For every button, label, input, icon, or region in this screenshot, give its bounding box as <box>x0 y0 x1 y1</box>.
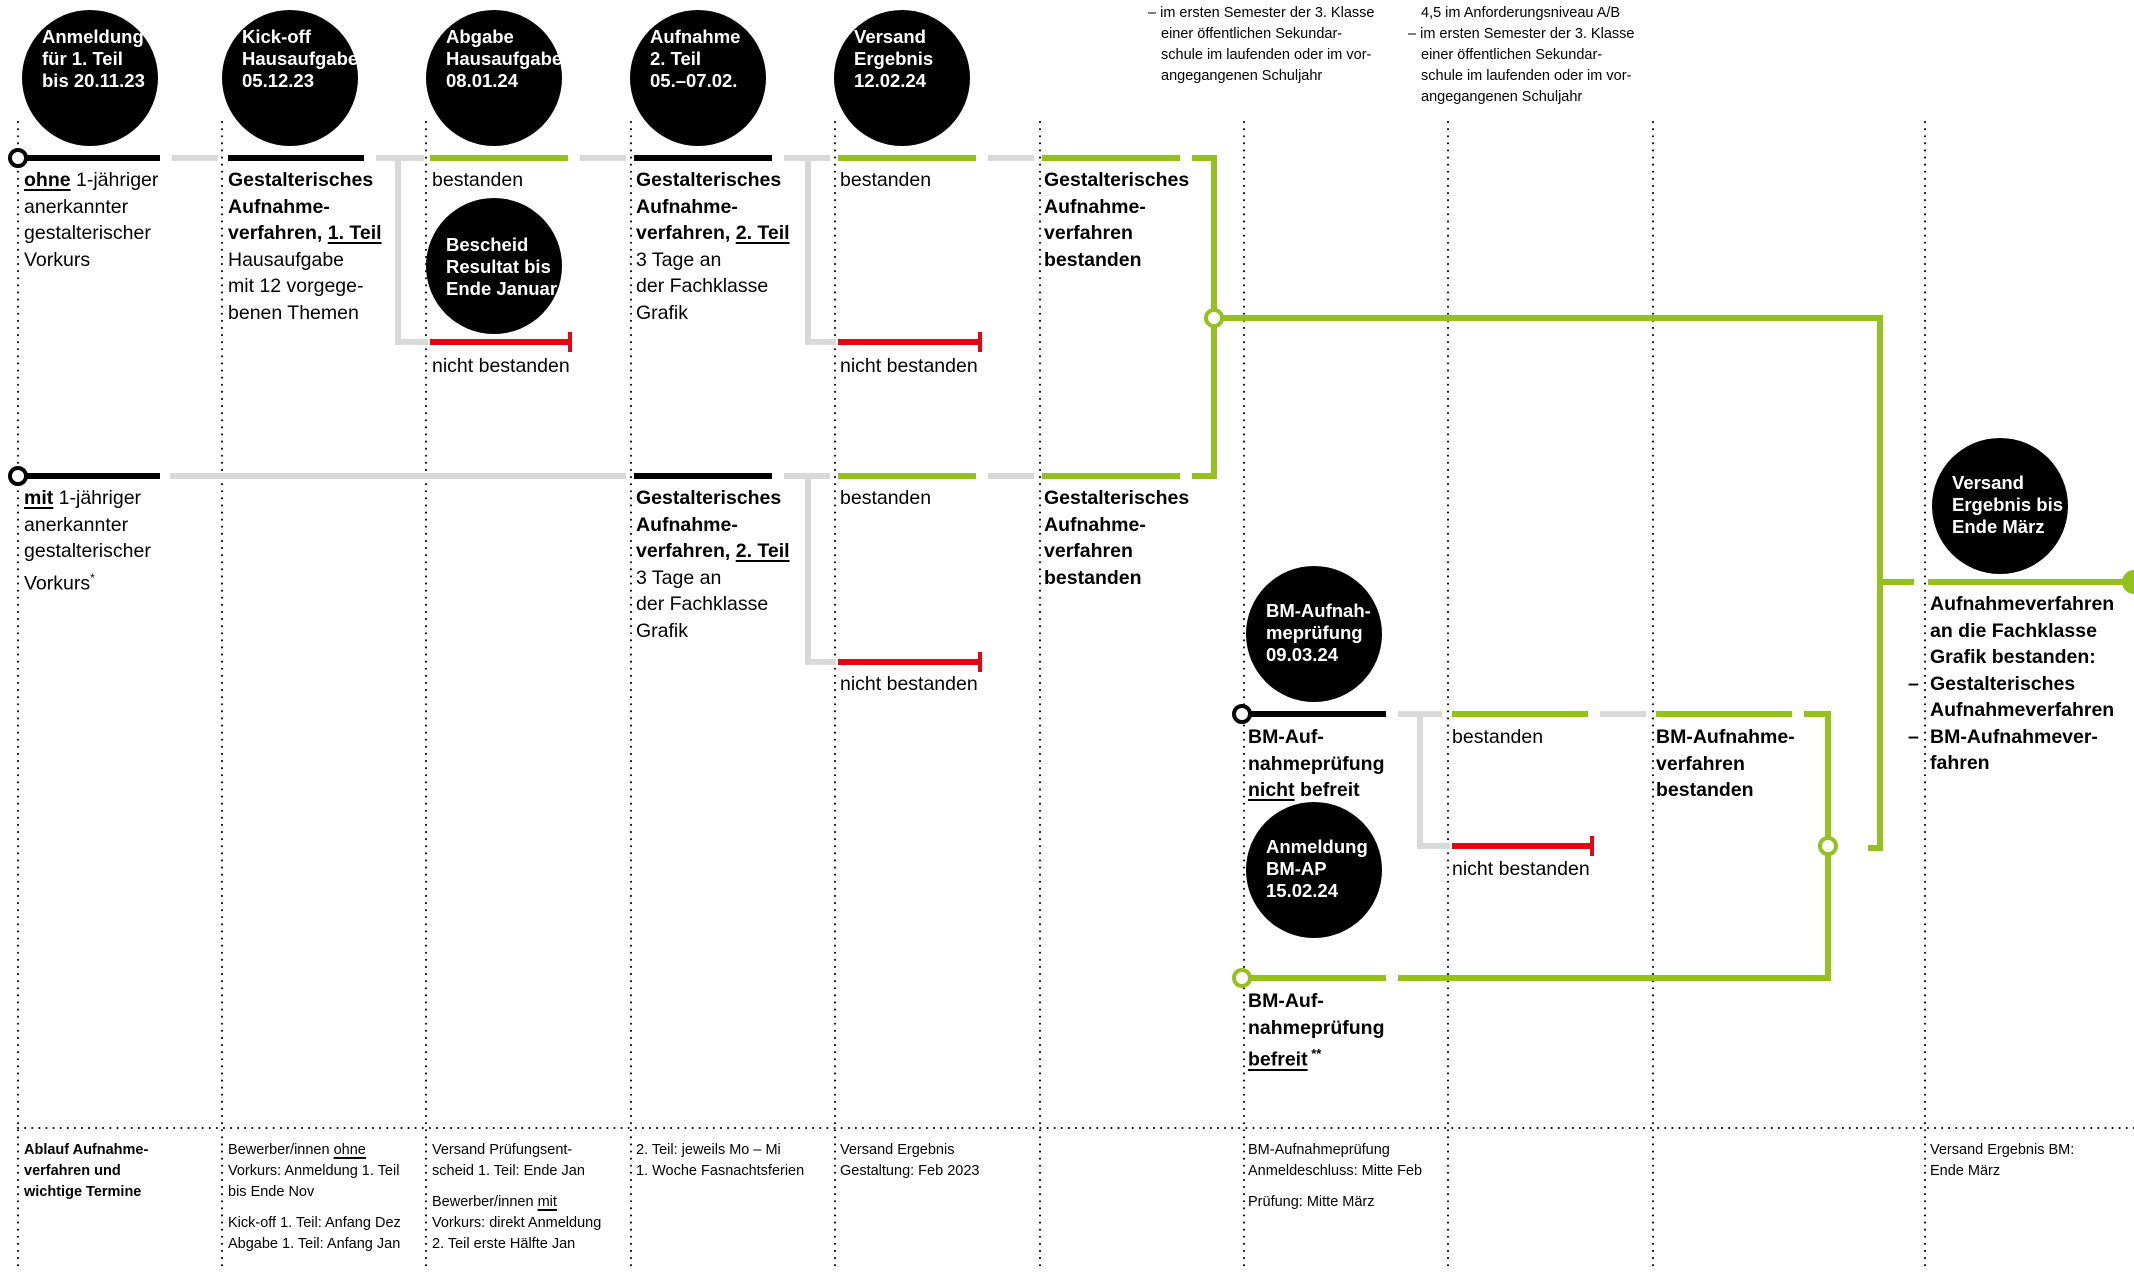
note-text: Bewerber/innen <box>228 1142 334 1158</box>
note-line: einer öffentlichen Sekundar- <box>1161 26 1343 42</box>
milestone-line: BM-Aufnah- <box>1266 600 1371 621</box>
note-line: Anmeldeschluss: Mitte Feb <box>1248 1163 1423 1179</box>
note-line: 1. Woche Fasnachtsferien <box>636 1163 805 1179</box>
milestone-result-dispatch <box>834 10 970 146</box>
row1-pass1-label: bestanden <box>432 169 524 191</box>
label-line: Gestalterisches <box>636 487 782 509</box>
milestone-line: Ergebnis bis <box>1952 494 2064 515</box>
label-line: bestanden <box>1044 248 1142 271</box>
label-line: bestanden <box>1044 566 1142 589</box>
milestone-line: meprüfung <box>1266 622 1363 643</box>
note-line: – im ersten Semester der 3. Klasse <box>1408 26 1635 42</box>
milestone-line: für 1. Teil <box>42 48 123 69</box>
milestone-homework-submission <box>426 10 562 146</box>
label-text: 1-jähriger <box>53 487 142 509</box>
bm-exempt-label <box>1248 988 1385 1073</box>
row1-pass2-label: bestanden <box>840 169 932 191</box>
label-line: BM-Aufnahme- <box>1656 726 1795 748</box>
milestone-line: Aufnahme <box>650 26 741 47</box>
row1-start-label <box>24 167 158 273</box>
label-line: Aufnahme- <box>636 513 738 536</box>
milestone-line: Kick-off <box>242 26 311 47</box>
underlined-word: 2. Teil <box>735 540 790 562</box>
note-line: Vorkurs: Anmeldung 1. Teil <box>228 1163 400 1179</box>
bm-result-label <box>1656 724 1795 804</box>
note-line: Versand Ergebnis BM: <box>1930 1142 2075 1158</box>
label-line: der Fachklasse <box>636 593 769 615</box>
milestone-line: Resultat bis <box>446 256 551 277</box>
footer-note-col1 <box>228 1140 401 1255</box>
footer-note-col3 <box>636 1140 804 1182</box>
label-line: Gestalterisches <box>1044 487 1190 509</box>
note-line: angegangenen Schuljahr <box>1161 68 1323 84</box>
milestone-line: Hausaufgabe <box>446 48 563 69</box>
label-line: Aufnahme- <box>1044 195 1146 218</box>
milestone-line: Abgabe <box>446 26 514 47</box>
row2-start-label <box>24 485 151 597</box>
milestone-line: Versand <box>854 26 926 47</box>
milestone-line: 12.02.24 <box>854 70 927 91</box>
label-line: anerkannter <box>24 195 129 218</box>
milestone-bm-registration <box>1246 802 1382 938</box>
note-line: 4,5 im Anforderungsniveau A/B <box>1421 5 1621 21</box>
label-line: verfahren <box>1044 540 1133 562</box>
row2-result-label <box>1044 485 1189 591</box>
label-line: der Fachklasse <box>636 275 769 297</box>
footer-title <box>24 1140 148 1203</box>
note-line: Ablauf Aufnahme- <box>24 1142 149 1158</box>
footnote-mark: ** <box>1307 1046 1322 1061</box>
label-line: verfahren <box>1044 222 1133 244</box>
milestone-line: 09.03.24 <box>1266 644 1339 665</box>
label-line: gestalterischer <box>24 222 151 244</box>
note-text: Bewerber/innen <box>432 1194 538 1210</box>
milestone-line: Anmeldung <box>1266 836 1368 857</box>
underlined-word: 1. Teil <box>327 222 382 244</box>
note-line: verfahren und <box>24 1163 121 1179</box>
note-line: BM-Aufnahmeprüfung <box>1248 1142 1390 1158</box>
bullet-dash: – <box>1908 725 1919 748</box>
footnote-mark: * <box>90 570 95 585</box>
label-line: anerkannter <box>24 513 129 536</box>
underlined-word: befreit <box>1248 1048 1308 1071</box>
label-text: 1-jähriger <box>70 169 159 191</box>
milestone-result-notice <box>426 198 562 334</box>
label-line: bestanden <box>1656 779 1754 801</box>
label-line: Vorkurs <box>24 248 91 271</box>
label-line: BM-Auf- <box>1248 990 1324 1012</box>
label-line: 3 Tage an <box>636 566 722 589</box>
label-line: nahmeprüfung <box>1248 1016 1385 1039</box>
note-line: Versand Prüfungsent- <box>432 1142 573 1158</box>
row1-result-label <box>1044 167 1189 273</box>
label-text: Gestalterisches <box>1930 672 2076 695</box>
label-line: benen Themen <box>228 301 359 324</box>
milestone-final-result <box>1932 438 2068 574</box>
note-line: – im ersten Semester der 3. Klasse <box>1148 5 1375 21</box>
label-text: verfahren, <box>636 540 736 562</box>
underlined-word: nicht <box>1248 779 1295 801</box>
underlined-word: ohne <box>333 1142 366 1158</box>
label-line: Aufnahmeverfahren <box>1930 699 2115 721</box>
label-text: verfahren, <box>228 222 328 244</box>
label-line: Gestalterisches <box>636 169 782 191</box>
footer-note-col9 <box>1930 1140 2074 1182</box>
milestone-line: 15.02.24 <box>1266 880 1339 901</box>
underlined-word: 2. Teil <box>735 222 790 244</box>
label-line: an die Fachklasse <box>1930 619 2097 642</box>
milestone-line: Ergebnis <box>854 48 934 69</box>
label-text: befreit <box>1294 779 1360 801</box>
label-line: Gestalterisches <box>228 169 374 191</box>
milestone-kickoff <box>222 10 358 146</box>
label-text: Vorkurs <box>24 572 91 594</box>
top-note-1 <box>1148 3 1374 87</box>
final-outcome-label <box>1908 591 2115 777</box>
bm-fail-label: nicht bestanden <box>1452 858 1590 880</box>
note-line: schule im laufenden oder im vor- <box>1421 68 1632 84</box>
row2-pass-label: bestanden <box>840 487 932 509</box>
label-line: verfahren <box>1656 752 1745 775</box>
label-line: BM-Auf- <box>1248 726 1324 748</box>
underlined-word: ohne <box>24 169 71 191</box>
note-line: Versand Ergebnis <box>840 1142 955 1158</box>
milestone-line: bis 20.11.23 <box>42 70 145 91</box>
note-line: schule im laufenden oder im vor- <box>1161 47 1372 63</box>
milestone-line: Hausaufgabe <box>242 48 359 69</box>
row1-step1-label <box>228 167 382 326</box>
label-line: Aufnahme- <box>636 195 738 218</box>
note-line: Gestaltung: Feb 2023 <box>840 1163 980 1179</box>
underlined-word: mit <box>24 487 54 509</box>
row1-fail1-label: nicht bestanden <box>432 355 570 377</box>
milestone-line: 05.–07.02. <box>650 70 738 91</box>
milestone-line: BM-AP <box>1266 858 1327 879</box>
footer-note-col4 <box>840 1140 979 1182</box>
row2-fail-label: nicht bestanden <box>840 673 978 695</box>
milestone-line: Ende Januar <box>446 278 558 299</box>
milestone-line: 08.01.24 <box>446 70 519 91</box>
row2-lines <box>18 476 1180 662</box>
label-line: mit 12 vorgege- <box>228 275 364 297</box>
label-line: Grafik bestanden: <box>1930 646 2096 668</box>
label-line: 3 Tage an <box>636 248 722 271</box>
label-line: Gestalterisches <box>1044 169 1190 191</box>
note-line: wichtige Termine <box>24 1184 142 1200</box>
label-line: Hausaufgabe <box>228 248 345 271</box>
top-note-2 <box>1408 3 1634 108</box>
bm-pass-label: bestanden <box>1452 726 1544 748</box>
milestone-admission-part2 <box>630 10 766 146</box>
note-line: einer öffentlichen Sekundar- <box>1421 47 1603 63</box>
label-line: Grafik <box>636 619 689 642</box>
milestone-line: Versand <box>1952 472 2024 493</box>
milestone-registration-part1 <box>22 10 158 146</box>
footer-note-col6 <box>1248 1140 1422 1213</box>
label-line: Grafik <box>636 301 689 324</box>
label-text: verfahren, <box>636 222 736 244</box>
label-text: BM-Aufnahmever- <box>1930 725 2098 748</box>
row1-step2-label <box>636 167 790 326</box>
milestone-line: Bescheid <box>446 234 529 255</box>
label-line: nahmeprüfung <box>1248 752 1385 775</box>
note-line: Kick-off 1. Teil: Anfang Dez <box>228 1215 401 1231</box>
milestone-line: Ende März <box>1952 516 2045 537</box>
row1-fail2-label: nicht bestanden <box>840 355 978 377</box>
milestone-line: 2. Teil <box>650 48 702 69</box>
footer-note-col2 <box>432 1140 601 1255</box>
note-line: Vorkurs: direkt Anmeldung <box>432 1215 602 1231</box>
label-line: Aufnahmeverfahren <box>1930 593 2115 615</box>
milestone-line: 05.12.23 <box>242 70 315 91</box>
milestone-bm-exam <box>1246 566 1382 702</box>
note-line: bis Ende Nov <box>228 1184 315 1200</box>
note-line: Ende März <box>1930 1163 2001 1179</box>
note-line: Prüfung: Mitte März <box>1248 1194 1375 1210</box>
label-line: fahren <box>1930 752 1990 774</box>
underlined-word: mit <box>537 1194 557 1210</box>
note-line: scheid 1. Teil: Ende Jan <box>432 1163 585 1179</box>
milestone-line: Anmeldung <box>42 26 144 47</box>
bullet-dash: – <box>1908 672 1919 695</box>
label-line: Aufnahme- <box>228 195 330 218</box>
bm-not-exempt-label <box>1248 724 1385 804</box>
label-line: Aufnahme- <box>1044 513 1146 536</box>
label-line: gestalterischer <box>24 540 151 562</box>
note-line: angegangenen Schuljahr <box>1421 89 1583 105</box>
note-line: Abgabe 1. Teil: Anfang Jan <box>228 1236 401 1252</box>
note-line: 2. Teil: jeweils Mo – Mi <box>636 1142 781 1158</box>
row2-step2-label <box>636 485 790 644</box>
note-line: 2. Teil erste Hälfte Jan <box>432 1236 576 1252</box>
